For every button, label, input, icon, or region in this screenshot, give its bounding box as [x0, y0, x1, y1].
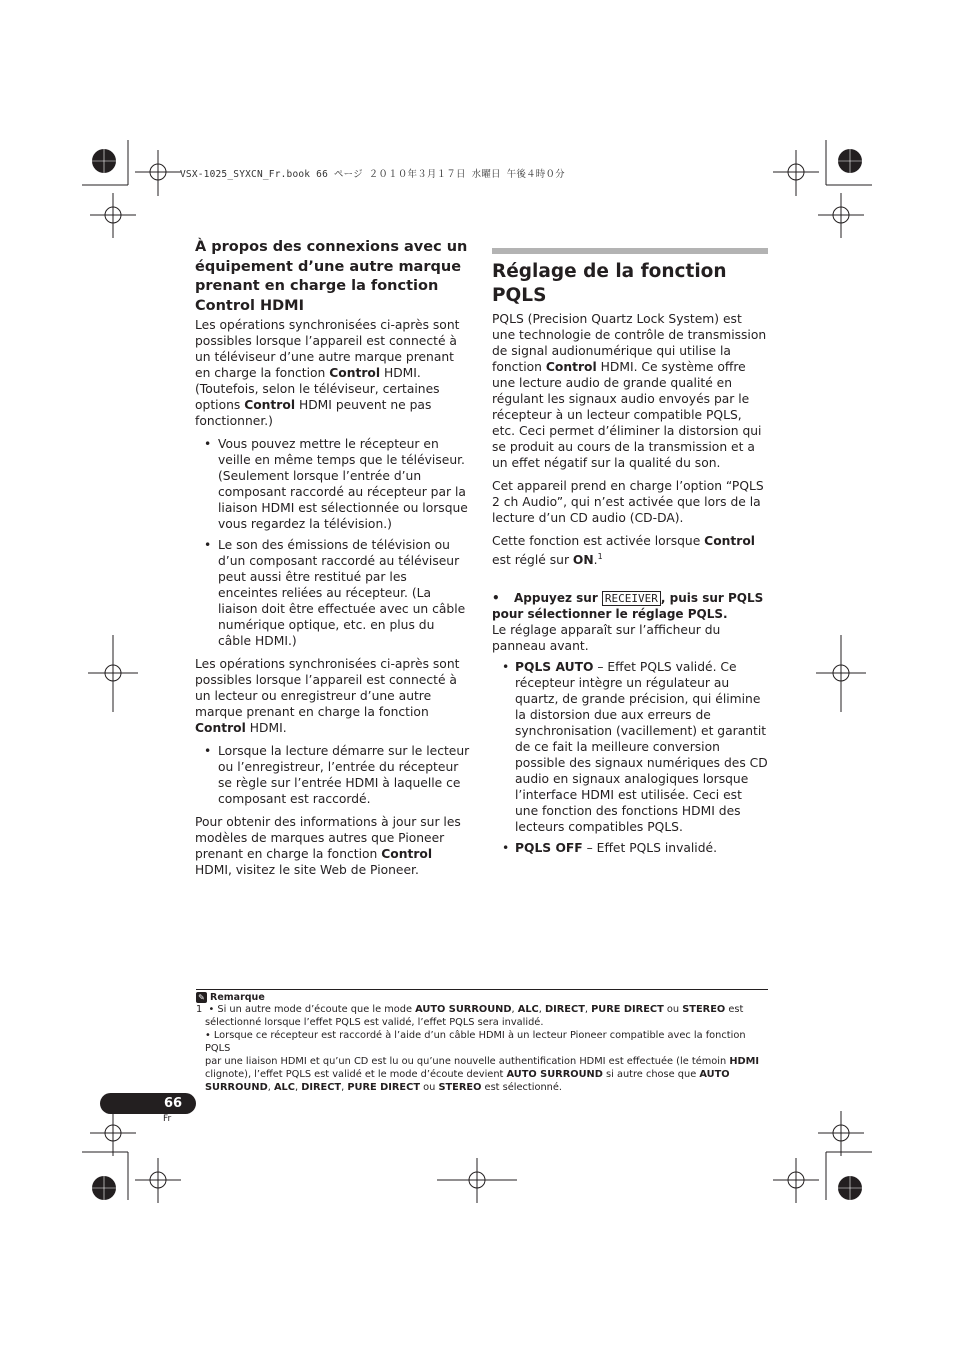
page-language: Fr	[163, 1114, 172, 1124]
list-item: • PQLS AUTO – Effet PQLS validé. Ce récepteur intègre un régulateur au quartz, de grande précision, qui élimine la distorsion due aux erreurs de synchronisation (vacillement) et garantit de ce fait la meilleure conversion possible des signaux numériques des CD audio en signaux analogiques lorsque l’interface HDMI est utilisée. Ceci est une fonction des fonctions HDMI des lecteurs compatibles PQLS.	[502, 660, 768, 835]
options-list	[492, 659, 768, 856]
paragraph: Cet appareil prend en charge l’option “PQLS 2 ch Audio”, qui n’est activée que lors de la lecture d’un CD audio (CD-DA).	[492, 479, 764, 525]
list-item: • Vous pouvez mettre le récepteur en veille en même temps que le téléviseur. (Seulement lorsque l’entrée d’un composant raccordé au récepteur par la liaison HDMI est sélectionnée ou lorsque vous regardez la télévision.)	[204, 437, 468, 531]
divider	[196, 989, 768, 990]
paragraph: Les opérations synchronisées ci-après sont possibles lorsque l’appareil est connecté à un téléviseur d’une autre marque prenant en charge la fonction Control HDMI. (Toutefois, selon le téléviseur, certaines options Control HDMI peuvent ne pas fonctionner.)	[195, 318, 460, 428]
receiver-key: RECEIVER	[602, 591, 661, 606]
right-column	[492, 248, 768, 863]
note-line: 1 • Si un autre mode d’écoute que le mode AUTO SURROUND, ALC, DIRECT, PURE DIRECT ou STEREO est	[196, 1004, 744, 1015]
note-line: SURROUND, ALC, DIRECT, PURE DIRECT ou STEREO est sélectionné.	[205, 1082, 563, 1093]
page-number: 66	[163, 1096, 183, 1111]
heading-bar	[492, 248, 768, 254]
note-line: clignote), l’effet PQLS est validé et le mode d’écoute devient AUTO SURROUND si autre chose que AUTO	[205, 1069, 730, 1080]
list-item: • Le son des émissions de télévision ou d’un composant raccordé au téléviseur peut aussi être restitué par les enceintes reliées au récepteur. (La liaison doit être effectuée avec un câble numérique optique, etc. en plus du câble HDMI.)	[204, 538, 466, 648]
step-description: Le réglage apparaît sur l’afficheur du panneau avant.	[492, 623, 721, 654]
paragraph: Cette fonction est activée lorsque Control est réglé sur ON.$^1$	[492, 534, 756, 568]
paragraph: Pour obtenir des informations à jour sur les modèles de marques autres que Pioneer prenant en charge la fonction Control HDMI, visitez le site Web de Pioneer.	[195, 815, 461, 877]
note-line: par une liaison HDMI et qu’un CD est lu ou qu’une nouvelle authentification HDMI est effectuée (le témoin HDMI	[205, 1056, 760, 1067]
left-column	[195, 238, 470, 885]
list-item: • PQLS OFF – Effet PQLS invalidé.	[502, 841, 718, 856]
list-item: • Lorsque la lecture démarre sur le lecteur ou l’enregistreur, l’entrée du récepteur se règle sur l’entrée HDMI à laquelle ce composant est raccordé.	[204, 744, 470, 806]
footnote-area	[196, 989, 768, 1094]
bullet-list	[195, 436, 470, 649]
note-title: ✎ Remarque	[196, 992, 768, 1003]
section-heading: À propos des connexions avec un équipement d’une autre marque prenant en charge la fonction Control HDMI	[195, 239, 468, 314]
paragraph: PQLS (Precision Quartz Lock System) est une technologie de contrôle de transmission de signal audionumérique qui utilise la fonction Control HDMI. Ce système offre une lecture audio de grande qualité en régulant les signaux audio envoyés par le récepteur à un lecteur compatible PQLS, etc. Ceci permet d’éliminer la distorsion qui se produit au cours de la transmission et a un effet négatif sur la qualité du son.	[492, 312, 767, 470]
footnote-ref: 1	[597, 552, 603, 561]
section-title: Réglage de la fonction PQLS	[492, 261, 727, 306]
instruction-step: • Appuyez sur RECEIVER , puis sur PQLS pour sélectionner le réglage PQLS.	[492, 591, 764, 622]
print-header: VSX-1025_SYXCN_Fr.book 66 ページ ２０１０年３月１７日 水曜日 午後４時０分	[180, 169, 565, 180]
note-line: sélectionné lorsque l’effet PQLS est validé, l’effet PQLS sera invalidé.	[205, 1017, 544, 1028]
bullet-list	[195, 743, 470, 807]
note-line: • Lorsque ce récepteur est raccordé à l’aide d’un câble HDMI à un lecteur Pioneer compatible avec la fonction PQLS	[205, 1030, 746, 1054]
note-icon: ✎	[196, 992, 207, 1003]
paragraph: Les opérations synchronisées ci-après sont possibles lorsque l’appareil est connecté à un lecteur ou enregistreur d’une autre marque prenant en charge la fonction Control HDMI.	[195, 657, 460, 735]
